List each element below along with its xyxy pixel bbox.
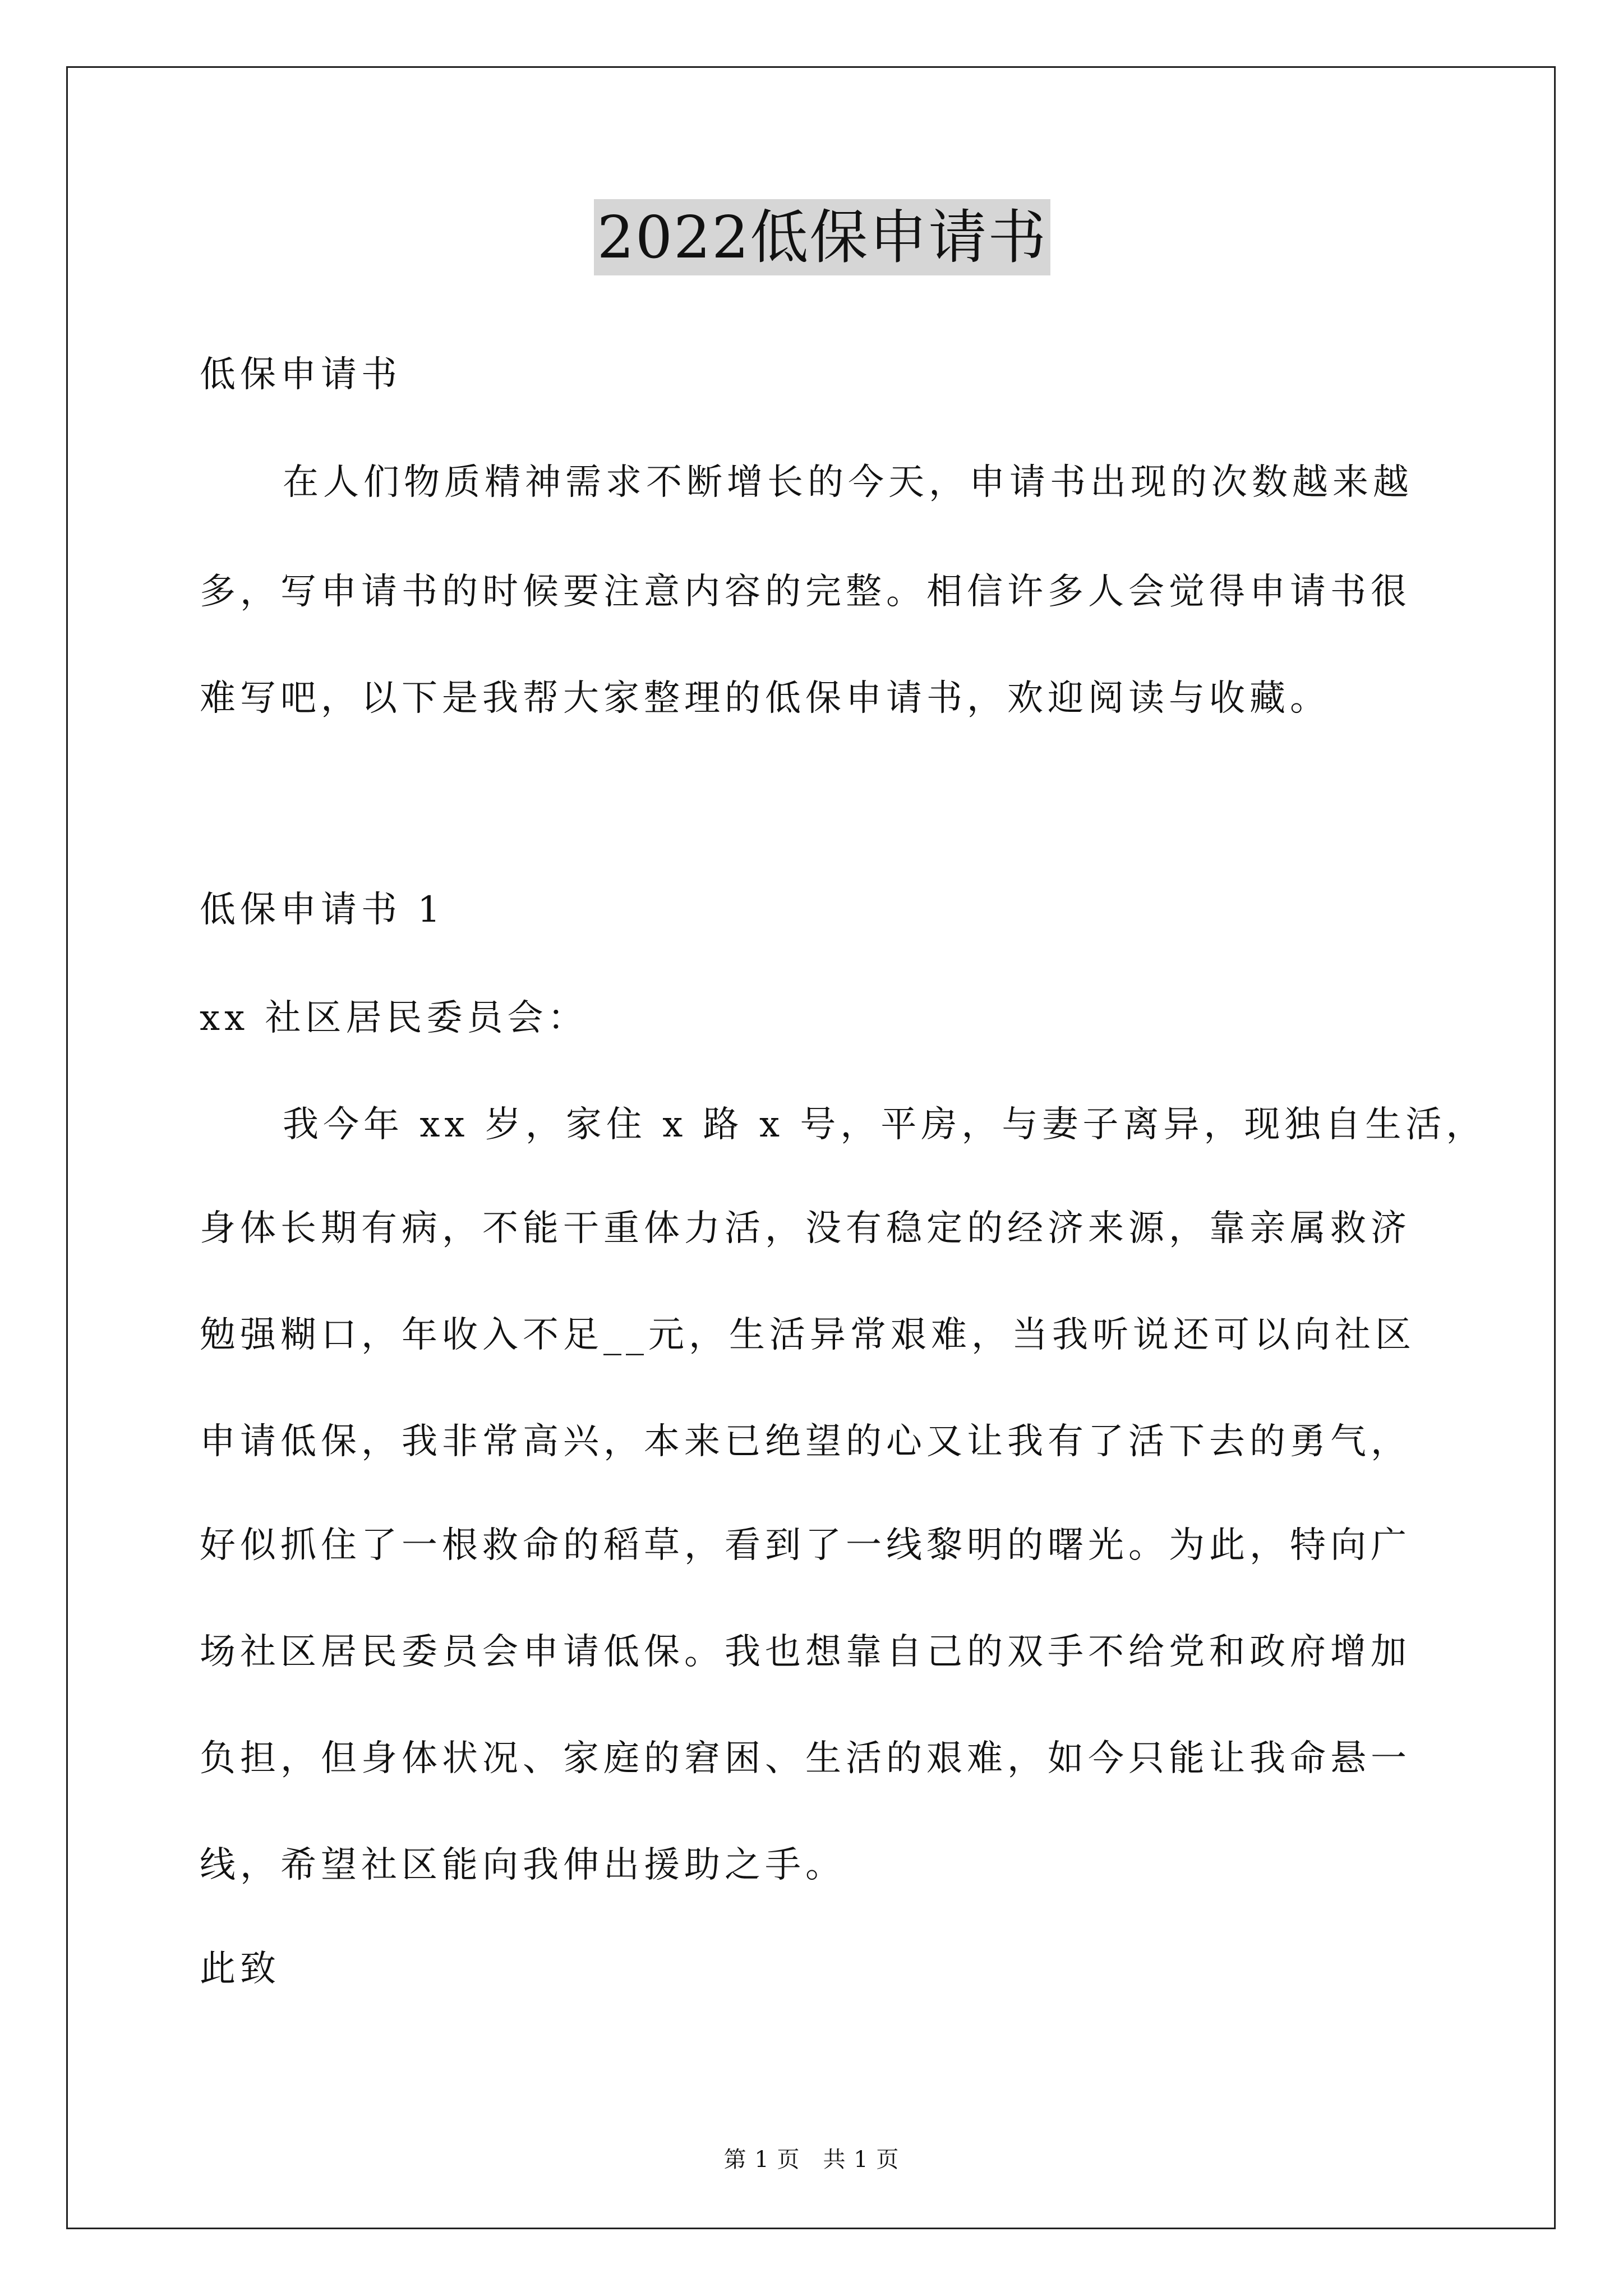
- body-line-4: 申请低保，我非常高兴，本来已绝望的心又让我有了活下去的勇气，: [200, 1421, 1411, 1462]
- body-line-7: 负担，但身体状况、家庭的窘困、生活的艰难，如今只能让我命悬一: [200, 1738, 1411, 1779]
- title-wrap: [200, 199, 1445, 275]
- closing: 此致: [200, 1948, 280, 1990]
- body-line-2: 身体长期有病，不能干重体力活，没有稳定的经济来源，靠亲属救济: [200, 1208, 1411, 1249]
- intro-heading: 低保申请书: [200, 354, 402, 395]
- intro-line-3: 难写吧，以下是我帮大家整理的低保申请书，欢迎阅读与收藏。: [200, 678, 1330, 719]
- page-footer: 第 1 页 共 1 页: [723, 2147, 900, 2173]
- section-heading: 低保申请书 1: [200, 889, 445, 931]
- intro-line-2: 多，写申请书的时候要注意内容的完整。相信许多人会觉得申请书很: [200, 571, 1411, 613]
- body-line-6: 场社区居民委员会申请低保。我也想靠自己的双手不给党和政府增加: [200, 1631, 1411, 1673]
- salutation: xx 社区居民委员会：: [200, 997, 588, 1039]
- document-content: [200, 0, 1487, 2296]
- body-line-3: 勉强糊口，年收入不足__元，生活异常艰难，当我听说还可以向社区: [200, 1314, 1415, 1356]
- body-line-5: 好似抓住了一根救命的稻草，看到了一线黎明的曙光。为此，特向广: [200, 1525, 1411, 1566]
- intro-line-1: 在人们物质精神需求不断增长的今天，申请书出现的次数越来越: [283, 462, 1413, 503]
- body-line-8: 线，希望社区能向我伸出援助之手。: [200, 1844, 846, 1886]
- document-title: 2022低保申请书: [594, 199, 1051, 275]
- body-line-1: 我今年 xx 岁，家住 x 路 x 号，平房，与妻子离异，现独自生活，: [283, 1104, 1487, 1145]
